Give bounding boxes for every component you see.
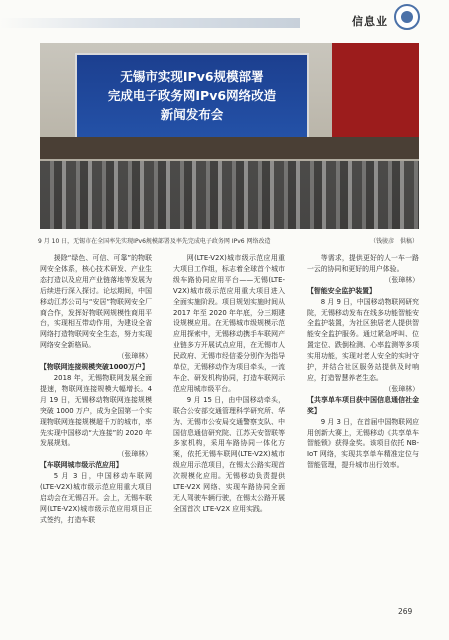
caption-credit: （钱骏彦 供稿） — [369, 238, 418, 245]
text-column-2 — [173, 253, 285, 515]
article-paragraph: 5 月 3 日，中国移动车联网(LTE-V2X)城市级示范应用重大项目启动会在无锡召开。会上，无锡车联网(LTE-V2X)城市级示范应用项目正式签约，打造车联 — [40, 472, 152, 524]
news-heading: 【智能安全监护装置】 — [307, 286, 376, 295]
news-heading: 【物联网连接规模突破1000万户】 — [40, 363, 149, 372]
source-credit: （张璋林） — [117, 450, 152, 459]
source-credit: （张璋林） — [117, 352, 152, 361]
article-paragraph: 9 月 3 日，在首届中国物联网应用创新大赛上，无锡移动《共享单车智能锁》获得金奖。该项目依托 NB-IoT 网络，实现共享单车精准定位与智能管理，提升城市出行效率。 — [307, 417, 419, 470]
article-paragraph: 网(LTE-V2X)城市级示范应用重大项目工作组，标志着全球首个城市级车路协同应用平台——无锡(LTE-V2X)城市级示范应用重大项目进入全面实施阶段。项目规划实施时间从 2017 年至 2020 年年底，分三期建设规模应用。在无锡城市级规模示范应用探索中，无锡移动携手车联网产业链多方开展试点应用，在无锡市人民政府、无锡市经信委分别作为指导单位，无锡移动作为项目牵头，一流车企、研发机构协同，打造车联网示范应用城市级平台。 — [173, 254, 285, 393]
conference-photo — [40, 43, 419, 229]
source-credit: （张璋林） — [384, 384, 419, 393]
text-column-3 — [307, 253, 419, 471]
section-title: 信息业 — [352, 15, 388, 28]
section-logo-icon — [394, 4, 420, 30]
red-banner — [332, 43, 419, 138]
source-credit: （张璋林） — [384, 275, 419, 284]
photo-caption — [38, 236, 418, 245]
article-paragraph: 等需求，提供更好的人一车一路一云的协同和更好的用户体验。 — [307, 254, 419, 273]
page-header — [0, 0, 449, 36]
article-paragraph: 2018 年，无锡物联网发展全面提速，物联网连接规模大幅增长。4 月 19 日，无锡移动物联网连接规模突破 1000 万户，成为全国第一个实现物联网连接规模超千万的城市，率先实现中国移动“大连接”的 2020 年发展规划。 — [40, 373, 152, 448]
article-paragraph: 8 月 9 日，中国移动物联网研究院，无锡移动发布在线多功能智能安全监护装置，为社区独居老人提供智能安全监护服务。通过紧急呼叫、位置定位、跌倒检测、心率监测等多项实用功能，实现对老人安全的实时守护，并结合社区服务站提供及时响应，打造智慧养老生态。 — [307, 297, 419, 382]
screen-line-1: 无锡市实现IPv6规模部署 — [120, 69, 264, 84]
article-paragraph: 9 月 15 日，由中国移动牵头，联合公安部交通管理科学研究所、华为、无锡市公安局交通警察支队、中国信息通信研究院、江苏天安智联等多家机构，采用车路协同一体化方案，依托无锡车联网(LTE-V2X)城市级应用示范项目，在锡太公路实现首次规模化应用。无锡移动负责提供 LTE-V2X 网络、实现车路协同全面无人驾驶车辆行驶，在锡太公路开展全国首次 LTE-V2X 应用实践。 — [173, 395, 285, 513]
text-column-1 — [40, 253, 152, 526]
article-paragraph: 援除“绿色、可信、可靠”的物联网安全体系，核心技术研发、产业生态打造以及应用产业链落地等发展为后续进行深入探讨。论坛期间，中国移动江苏公司与“安居”物联网安全厂商合作，发挥好物联网规模性商用平台，实现相互带动作用，为建设全省网络打造物联网安全生态，努力实现网络安全新格局。 — [40, 254, 152, 350]
page-number: 269 — [398, 607, 413, 616]
screen-line-2: 完成电子政务网IPv6网络改造 — [107, 88, 277, 103]
audience — [40, 161, 419, 229]
conference-screen — [75, 53, 309, 141]
news-heading: 【共享单车项目获中国信息通信社金奖】 — [307, 395, 419, 415]
news-heading: 【车联网城市级示范应用】 — [40, 461, 123, 470]
header-stripe — [0, 18, 300, 28]
caption-text: 9 月 10 日，无锡市在全国率先实现IPv6规模部署及率先完成电子政务网 IPv6 网络改造 — [38, 238, 271, 245]
podium — [40, 137, 419, 159]
screen-line-3: 新闻发布会 — [160, 107, 224, 122]
